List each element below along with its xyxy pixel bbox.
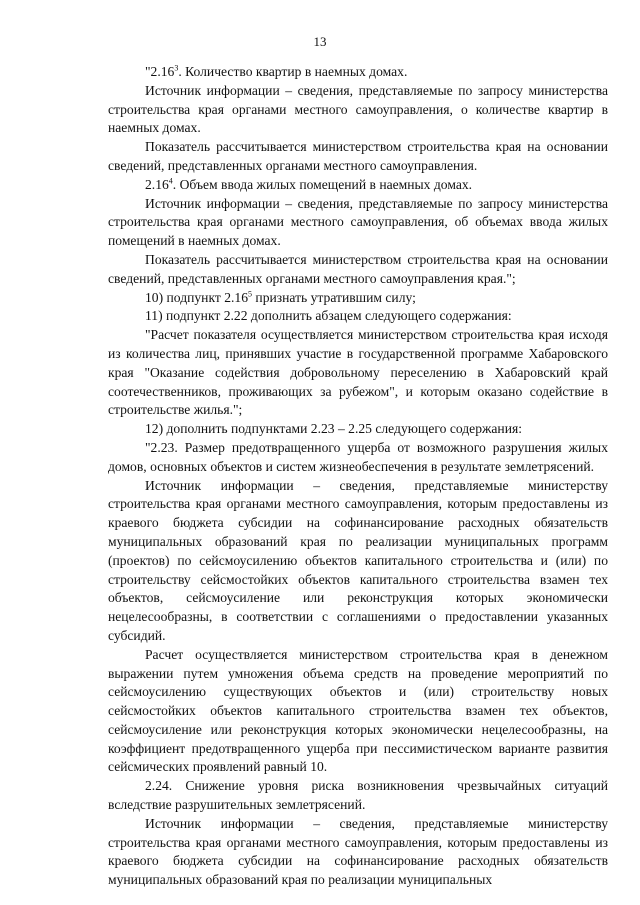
paragraph-item-12: 12) дополнить подпунктами 2.23 – 2.25 следующего содержания: — [145, 421, 523, 437]
page-number: 13 — [313, 34, 327, 49]
paragraph: Показатель рассчитывается министерством строительства края на основании сведений, представленных органами местного самоуправления края."; — [108, 251, 608, 286]
paragraph: "Расчет показателя осуществляется министерством строительства края исходя из количества лиц, принявших участие в государственной программе Хабаровского края "Оказание содействия добровольному переселению в Хабаровский край соотечественников, проживающих за рубежом", и которым оказано содействие в строительстве жилья."; — [108, 327, 608, 418]
paragraph-item-10 — [108, 289, 608, 308]
superscript: 3 — [174, 63, 179, 73]
paragraph: Источник информации – сведения, представляемые по запросу министерства строительства края органами местного самоуправления, об объемах ввода жилых помещений в наемных домах. — [108, 195, 608, 249]
paragraph: Показатель рассчитывается министерством строительства края на основании сведений, представленных органами местного самоуправления. — [108, 139, 608, 173]
paragraph-text: . Количество квартир в наемных домах. — [178, 64, 408, 79]
paragraph: Источник информации – сведения, представляемые министерству строительства края органами местного самоуправления, которым предоставлены из краевого бюджета субсидии на софинансирование расходных обязательств муниципальных образований края по реализации муниципальных программ (проектов) по сейсмоусилению объектов капитального строительства и (или) по строительству сейсмостойких объектов капитального строительства взамен тех объектов, сейсмоусиление или реконструкция которых экономически нецелесообразны, в соответствии с соглашениями о предоставлении указанных субсидий. — [108, 477, 608, 643]
paragraph-text: . Объем ввода жилых помещений в наемных домах. — [172, 176, 473, 192]
superscript: 4 — [168, 176, 173, 186]
paragraph-heading-2-16-3 — [108, 63, 608, 82]
paragraph-text: "2.16 — [145, 64, 175, 79]
paragraph-heading-2-23: "2.23. Размер предотвращенного ущерба от возможного разрушения жилых домов, основных объектов и систем жизнеобеспечения в результате землетрясений. — [108, 439, 608, 474]
paragraph: Расчет осуществляется министерством строительства края в денежном выражении путем умножения объема средств на проведение мероприятий по сейсмоусилению существующих объектов и (или) строительству новых сейсмостойких объектов капитального строительства взамен тех объектов, сейсмоусиление или реконструкция которых экономически нецелесообразны, на коэффициент предотвращенного ущерба при пессимистическом варианте развития сейсмических проявлений равный 10. — [108, 646, 608, 775]
paragraph: Источник информации – сведения, представляемые министерству строительства края органами местного самоуправления, которым предоставлены из краевого бюджета субсидии на софинансирование расходных обязательств муниципальных образований края по реализации муниципальных — [108, 815, 608, 888]
paragraph-text: 2.16 — [145, 176, 169, 192]
superscript: 5 — [248, 289, 253, 299]
paragraph-text: 10) подпункт 2.16 — [145, 289, 249, 305]
paragraph: Источник информации – сведения, представляемые по запросу министерства строительства края органами местного самоуправления, о количестве квартир в наемных домах. — [108, 82, 608, 136]
document-body — [108, 63, 608, 890]
paragraph-heading-2-16-4 — [108, 176, 608, 195]
paragraph-text: признать утратившим силу; — [252, 289, 416, 305]
paragraph-item-11: 11) подпункт 2.22 дополнить абзацем следующего содержания: — [145, 308, 512, 324]
paragraph-heading-2-24: 2.24. Снижение уровня риска возникновения чрезвычайных ситуаций вследствие разрушительных землетрясений. — [108, 778, 608, 813]
